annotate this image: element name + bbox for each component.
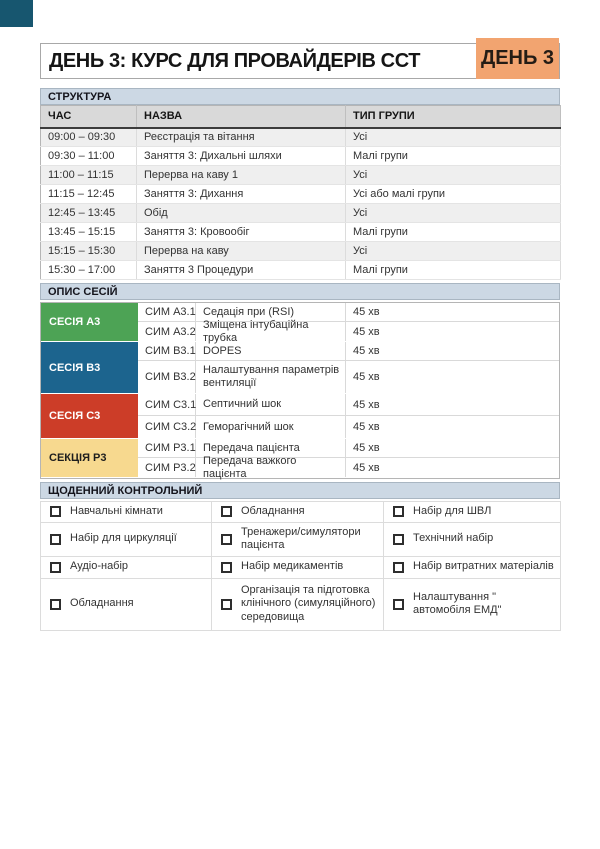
session-duration: 45 хв [353,371,380,383]
checklist-item [384,505,556,519]
session-duration: 45 хв [353,461,380,474]
checkbox[interactable] [50,534,61,545]
checklist-row [41,578,561,630]
table-row [41,185,561,204]
checklist-label: Набір медикаментів [241,560,344,573]
checklist-label: Аудіо-набір [70,560,129,573]
session-label: СЕСІЯ С3 [41,394,138,438]
session-code: СИМ В3.2 [138,361,196,393]
session-code: СИМ А3.1 [138,303,196,321]
session-row [138,454,559,480]
cell-name: Перерва на каву 1 [137,166,346,185]
session-row [138,394,559,416]
checklist-table [40,501,561,631]
checklist-label: Технічний набір [413,532,494,545]
session-desc: Геморагічний шок [196,416,346,438]
checkbox[interactable] [221,599,232,610]
cell-group: Малі групи [346,261,561,280]
session-desc: Зміщена інтубаційна трубка [196,322,346,341]
checkbox[interactable] [393,562,404,573]
session-group-a3 [41,303,559,342]
checkbox[interactable] [221,534,232,545]
session-label: СЕКЦІЯ Р3 [41,439,138,477]
checkbox[interactable] [50,506,61,517]
checklist-label: Набір для циркуляції [70,532,177,545]
column-header-time: ЧАС [41,106,137,128]
checklist-heading: ЩОДЕННИЙ КОНТРОЛЬНИЙ [40,482,560,499]
checkbox[interactable] [50,599,61,610]
sessions-heading: ОПИС СЕСІЙ [40,283,560,300]
session-duration: 45 хв [353,398,380,411]
cell-group: Усі [346,242,561,261]
checklist-item [41,560,207,574]
checkbox[interactable] [393,506,404,517]
checklist-item [384,560,556,574]
cell-name: Обід [137,204,346,223]
session-row [138,318,559,344]
checklist-item [212,584,379,625]
checklist-label: Набір витратних матеріалів [413,560,554,573]
checklist-label: Тренажери/симулятори пацієнта [241,525,361,551]
cell-time: 12:45 – 13:45 [41,204,137,223]
session-group-c3 [41,394,559,439]
cell-time: 11:15 – 12:45 [41,185,137,204]
page-content [40,38,560,631]
page-header [40,38,560,79]
checklist-label: Налаштування " автомобіля ЕМД" [413,590,502,616]
session-group-p3 [41,439,559,478]
table-row [41,223,561,242]
session-label: СЕСІЯ В3 [41,342,138,393]
session-code: СИМ А3.2 [138,322,196,341]
structure-header-row [41,106,561,128]
checklist-label: Набір для ШВЛ [413,505,492,517]
session-code: СИМ В3.1 [138,342,196,360]
checklist-label: Організація та підготовка клінічного (симуляційного) середовища [241,583,376,623]
checklist-label: Обладнання [70,597,134,610]
checkbox[interactable] [50,562,61,573]
cell-name: Реєстрація та вітання [137,128,346,147]
table-row [41,204,561,223]
session-label: СЕСІЯ А3 [41,303,138,341]
session-duration: 45 хв [353,442,380,454]
cell-name: Заняття 3: Кровообіг [137,223,346,242]
table-row [41,261,561,280]
checklist-item [212,526,379,553]
structure-heading: СТРУКТУРА [40,88,560,105]
cell-group: Малі групи [346,147,561,166]
cell-group: Малі групи [346,223,561,242]
corner-accent [0,0,33,27]
cell-time: 15:30 – 17:00 [41,261,137,280]
cell-name: Заняття 3: Дихальні шляхи [137,147,346,166]
cell-time: 15:15 – 15:30 [41,242,137,261]
checklist-row [41,502,561,523]
session-row [138,361,559,393]
session-duration: 45 хв [353,325,380,338]
checklist-label: Навчальні кімнати [70,505,163,517]
checkbox[interactable] [221,562,232,573]
session-desc: Передача пацієнта [196,439,346,457]
checklist-item [212,560,379,574]
checklist-item [212,505,379,519]
session-code: СИМ С3.2 [138,416,196,438]
structure-table [40,105,561,280]
column-header-group: ТИП ГРУПИ [346,106,561,128]
sessions-table [40,302,560,479]
checklist-item [41,505,207,519]
cell-time: 09:00 – 09:30 [41,128,137,147]
cell-group: Усі [346,204,561,223]
session-desc: Седація при (RSI) [196,303,346,321]
session-desc: Передача важкого пацієнта [196,458,346,477]
session-duration: 45 хв [353,306,380,318]
cell-name: Заняття 3 Процедури [137,261,346,280]
checkbox[interactable] [393,534,404,545]
checklist-item [41,532,207,546]
table-row [41,242,561,261]
session-duration: 45 хв [353,421,380,433]
checklist-item [384,532,556,546]
cell-name: Перерва на каву [137,242,346,261]
session-code: СИМ С3.1 [138,394,196,415]
session-code: СИМ Р3.2 [138,458,196,477]
cell-group: Усі [346,128,561,147]
page-title: ДЕНЬ 3: КУРС ДЛЯ ПРОВАЙДЕРІВ ССТ [49,49,421,72]
session-code: СИМ Р3.1 [138,439,196,457]
table-row [41,166,561,185]
column-header-name: НАЗВА [137,106,346,128]
checklist-item [41,597,207,611]
cell-time: 11:00 – 11:15 [41,166,137,185]
checkbox[interactable] [221,506,232,517]
cell-time: 09:30 – 11:00 [41,147,137,166]
checklist-label: Обладнання [241,505,305,517]
checklist-item [384,591,556,618]
session-desc: Налаштування параметрів вентиляції [196,361,346,393]
cell-time: 13:45 – 15:15 [41,223,137,242]
checklist-row [41,556,561,578]
session-row [138,439,559,458]
table-row [41,128,561,147]
checkbox[interactable] [393,599,404,610]
session-desc: DOPES [196,342,346,360]
session-duration: 45 хв [353,345,380,357]
day-badge: ДЕНЬ 3 [476,38,559,79]
cell-group: Усі або малі групи [346,185,561,204]
session-row [138,342,559,361]
table-row [41,147,561,166]
cell-group: Усі [346,166,561,185]
session-group-b3 [41,342,559,394]
checklist-row [41,522,561,556]
session-row [138,303,559,322]
session-row [138,416,559,438]
cell-name: Заняття 3: Дихання [137,185,346,204]
session-desc: Септичний шок [196,394,346,415]
